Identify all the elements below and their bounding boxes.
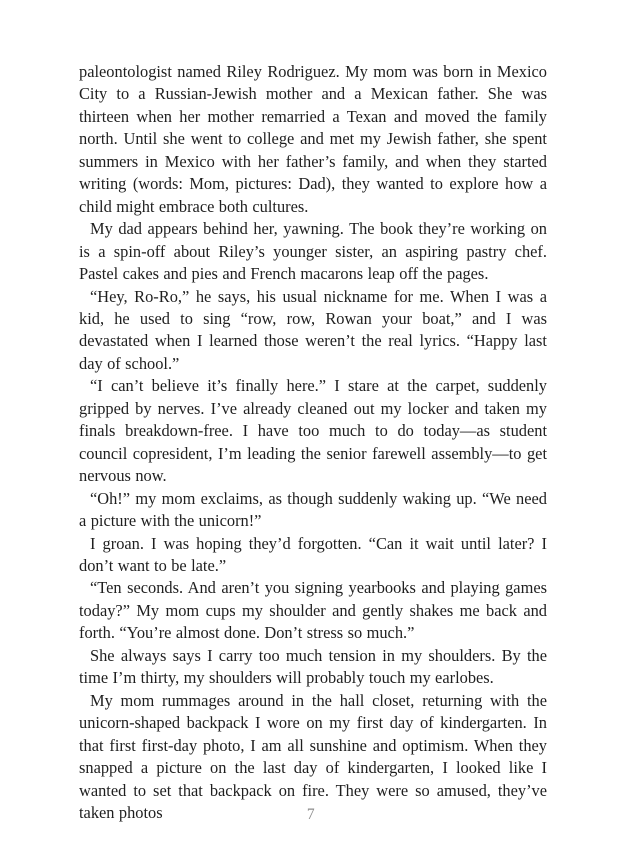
- paragraph: “Oh!” my mom exclaims, as though suddenly waking up. “We need a picture with the unicorn!”: [79, 488, 547, 531]
- paragraph: paleontologist named Riley Rodriguez. My mom was born in Mexico City to a Russian-Jewish mother and a Mexican father. She was thirteen when her mother remarried a Texan and moved the family north. Until she went to college and met my Jewish father, she spent summers in Mexico with her father’s family, and when they started writing (words: Mom, pictures: Dad), they wanted to explore how a child might embrace both cultures.: [79, 62, 547, 216]
- paragraph: “Ten seconds. And aren’t you signing yearbooks and playing games today?” My mom cups my shoulder and gently shakes me back and forth. “You’re almost done. Don’t stress so much.”: [79, 578, 547, 643]
- paragraph: My dad appears behind her, yawning. The book they’re working on is a spin-off about Riley’s younger sister, an aspiring pastry chef. Pastel cakes and pies and French macarons leap off the pages.: [79, 219, 547, 284]
- paragraph: She always says I carry too much tension in my shoulders. By the time I’m thirty, my shoulders will probably touch my earlobes.: [79, 645, 547, 688]
- paragraph: “Hey, Ro-Ro,” he says, his usual nickname for me. When I was a kid, he used to sing “row, row, Rowan your boat,” and I was devastated when I learned those weren’t the real lyrics. “Happy last day of school.”: [79, 286, 547, 373]
- paragraph: I groan. I was hoping they’d forgotten. “Can it wait until later? I don’t want to be late.”: [79, 533, 547, 575]
- page-text: [79, 61, 547, 824]
- page-number: 7: [306, 806, 316, 823]
- paragraph: My mom rummages around in the hall closet, returning with the unicorn-shaped backpack I wore on my first day of kindergarten. In that first first-day photo, I am all sunshine and optimism. When they snapped a picture on the last day of kindergarten, I looked like I wanted to set that backpack on fire. They were so amused, they’ve taken photos: [79, 690, 547, 822]
- paragraph: “I can’t believe it’s finally here.” I stare at the carpet, suddenly gripped by nerves. I’ve already cleaned out my locker and taken my finals breakdown-free. I have too much to do today—as student council copresident, I’m leading the senior farewell assembly—to get nervous now.: [79, 376, 547, 486]
